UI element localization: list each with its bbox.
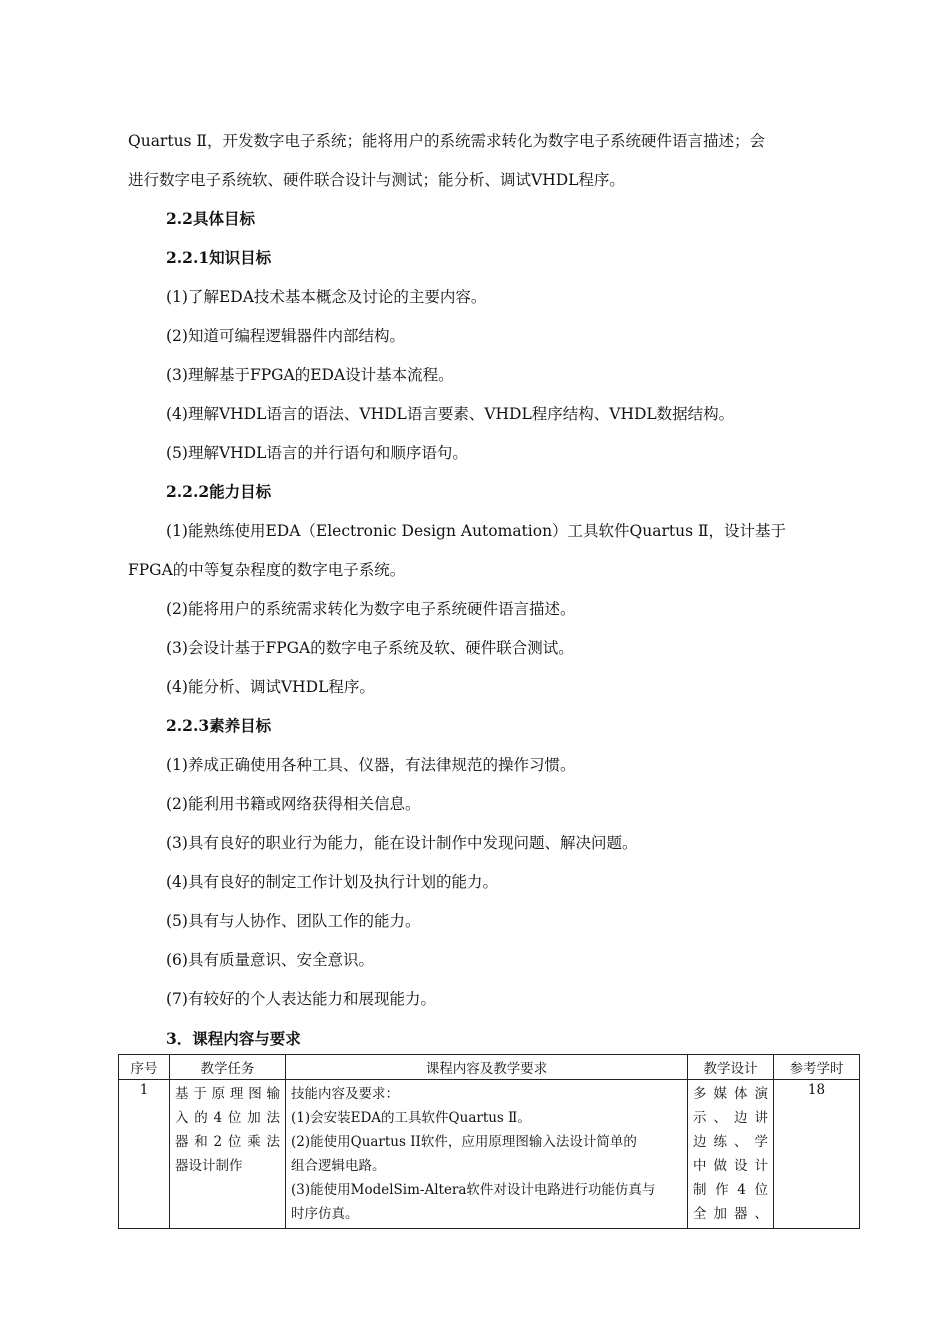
course-content-table	[118, 1054, 860, 1229]
task-line: 器设计制作	[175, 1158, 243, 1174]
header-cell: 参考学时	[774, 1055, 860, 1080]
design-line: 多媒体演	[693, 1086, 768, 1102]
list-item: (5)理解VHDL语言的并行语句和顺序语句。	[166, 444, 468, 462]
header-cell: 教学设计	[688, 1055, 774, 1080]
list-item: (5)具有与人协作、团队工作的能力。	[166, 912, 421, 930]
task-line: 器和2位乘法	[175, 1134, 280, 1150]
header-cell: 序号	[119, 1055, 170, 1080]
task-cell	[170, 1080, 286, 1229]
table-header-row	[119, 1055, 860, 1080]
content-cell	[286, 1080, 688, 1229]
section-heading: 2.2具体目标	[166, 209, 255, 228]
header-cell: 课程内容及教学要求	[286, 1055, 688, 1080]
subsection-heading: 2.2.1知识目标	[166, 248, 272, 267]
list-item: (7)有较好的个人表达能力和展现能力。	[166, 990, 436, 1008]
section-heading: 3．课程内容与要求	[166, 1029, 301, 1048]
paragraph-line: Quartus Ⅱ，开发数字电子系统；能将用户的系统需求转化为数字电子系统硬件语言描述；会	[128, 132, 765, 150]
table-row	[119, 1080, 860, 1229]
header-cell: 教学任务	[170, 1055, 286, 1080]
design-cell	[688, 1080, 774, 1229]
subsection-heading: 2.2.2能力目标	[166, 482, 272, 501]
list-item: (1)养成正确使用各种工具、仪器，有法律规范的操作习惯。	[166, 756, 576, 774]
list-item: (2)能将用户的系统需求转化为数字电子系统硬件语言描述。	[166, 600, 576, 618]
content-line: (1)会安装EDA的工具软件Quartus Ⅱ。	[291, 1110, 531, 1126]
row-number: 1	[119, 1080, 170, 1229]
list-item: (4)理解VHDL语言的语法、VHDL语言要素、VHDL程序结构、VHDL数据结构。	[166, 405, 735, 423]
design-line: 全加器、	[693, 1206, 768, 1222]
design-line: 中做设计	[693, 1158, 768, 1174]
content-line: 技能内容及要求：	[291, 1086, 399, 1102]
design-line: 示、边讲	[693, 1110, 768, 1126]
paragraph-line: 进行数字电子系统软、硬件联合设计与测试；能分析、调试VHDL程序。	[128, 171, 625, 189]
list-item: (1)了解EDA技术基本概念及讨论的主要内容。	[166, 288, 487, 306]
content-line: (2)能使用Quartus II软件，应用原理图输入法设计简单的	[291, 1134, 637, 1150]
list-item: (3)具有良好的职业行为能力，能在设计制作中发现问题、解决问题。	[166, 834, 638, 852]
list-item: (2)知道可编程逻辑器件内部结构。	[166, 327, 405, 345]
design-line: 边练、学	[693, 1134, 768, 1150]
list-item: (3)会设计基于FPGA的数字电子系统及软、硬件联合测试。	[166, 639, 574, 657]
list-item: (6)具有质量意识、安全意识。	[166, 951, 374, 969]
task-line: 基于原理图输	[175, 1086, 280, 1102]
list-item: (2)能利用书籍或网络获得相关信息。	[166, 795, 421, 813]
list-item: (1)能熟练使用EDA（Electronic Design Automation）工具软件Quartus Ⅱ，设计基于	[166, 522, 787, 540]
content-line: (3)能使用ModelSim-Altera软件对设计电路进行功能仿真与	[291, 1182, 656, 1198]
hours-cell: 18	[774, 1080, 860, 1229]
design-line: 制作4位	[693, 1182, 768, 1198]
list-item: (4)能分析、调试VHDL程序。	[166, 678, 375, 696]
list-item: (4)具有良好的制定工作计划及执行计划的能力。	[166, 873, 498, 891]
content-line: 时序仿真。	[291, 1206, 359, 1222]
list-item: (3)理解基于FPGA的EDA设计基本流程。	[166, 366, 454, 384]
content-line: 组合逻辑电路。	[291, 1158, 386, 1174]
task-line: 入的4位加法	[175, 1110, 280, 1126]
list-item-continuation: FPGA的中等复杂程度的数字电子系统。	[128, 561, 406, 579]
subsection-heading: 2.2.3素养目标	[166, 716, 272, 735]
